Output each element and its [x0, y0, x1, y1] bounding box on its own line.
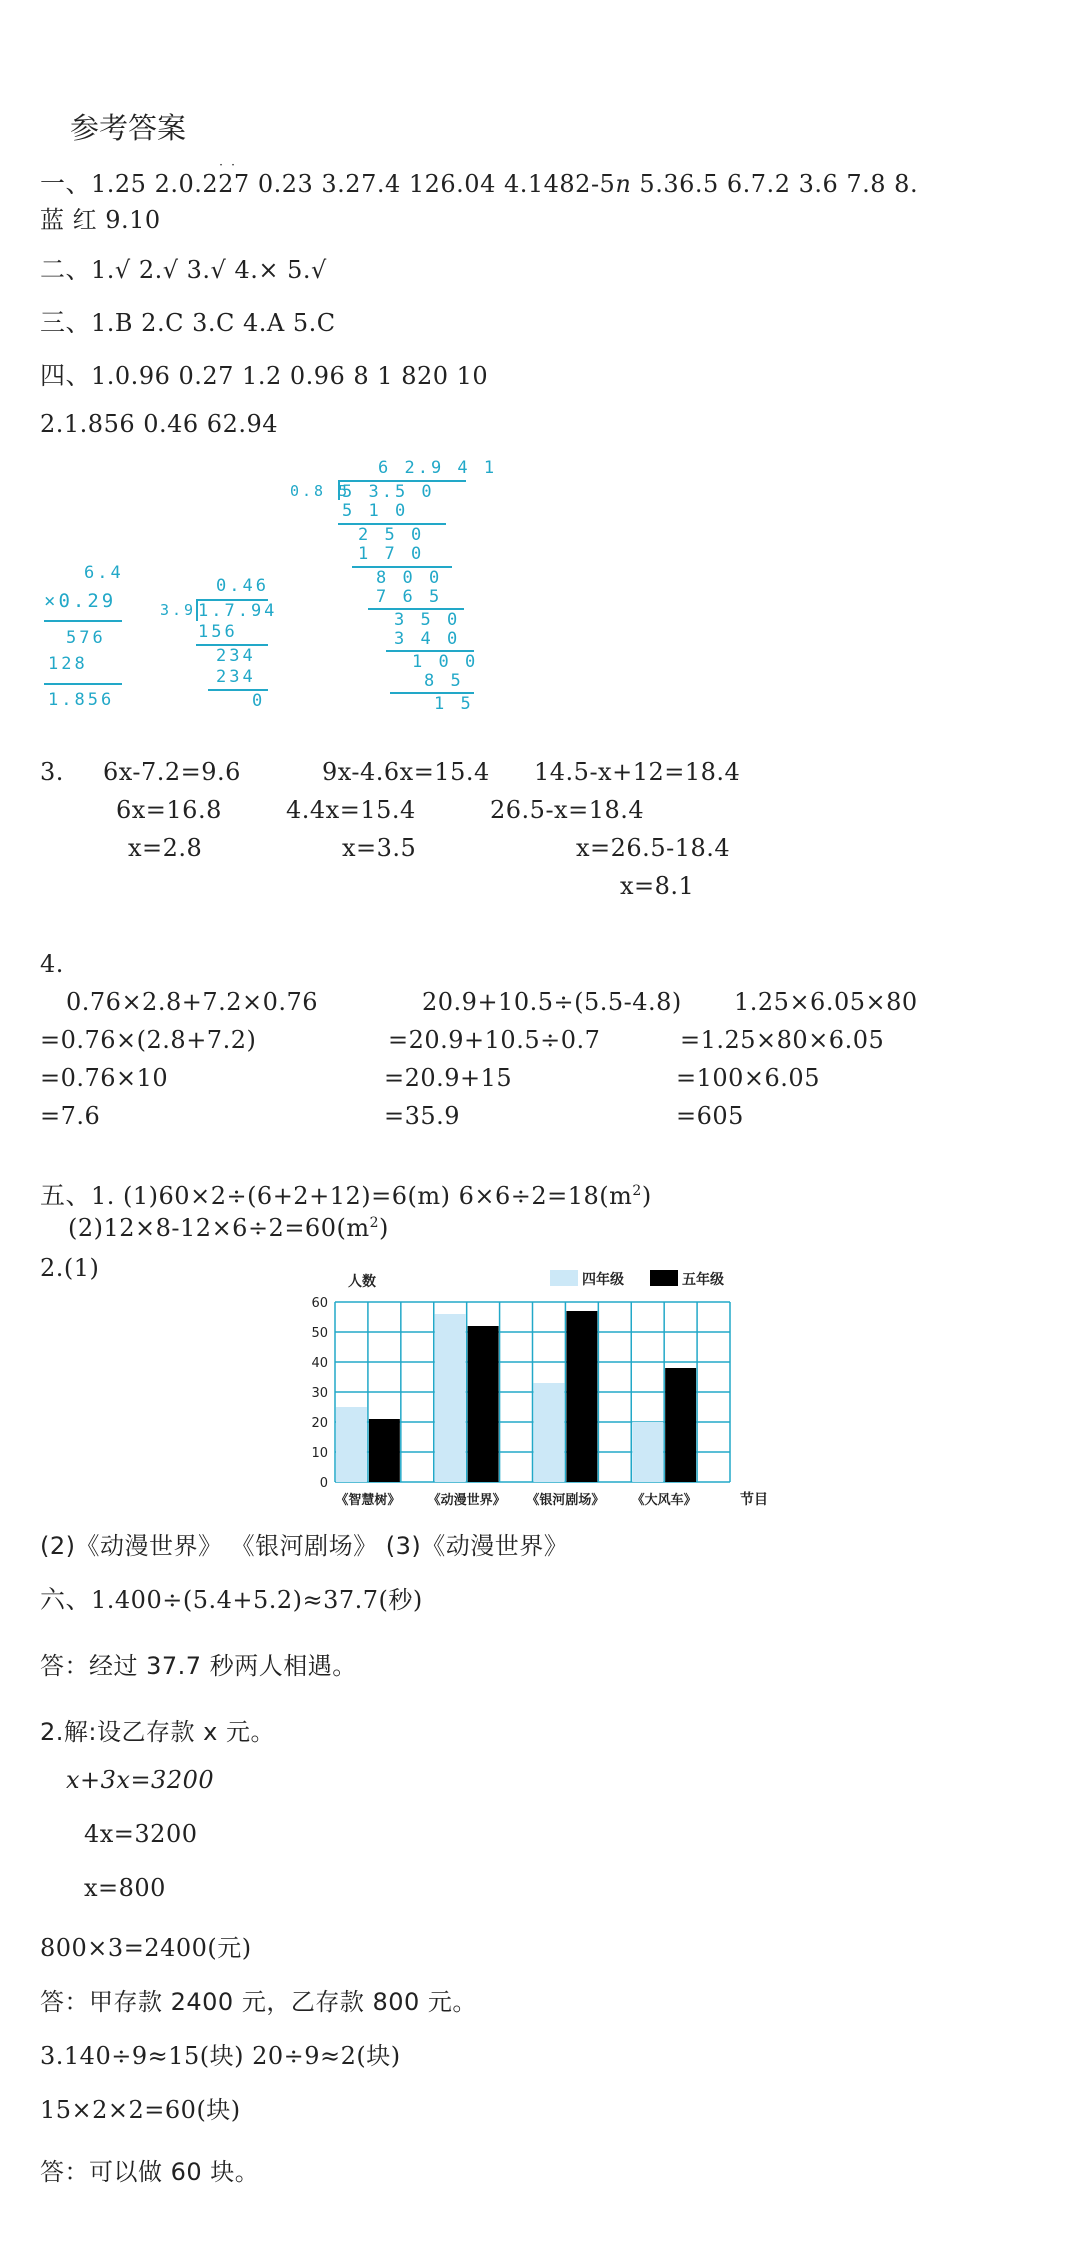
simp-c2-r1: 20.9+10.5÷(5.5-4.8)	[422, 988, 682, 1016]
page-title: 参考答案	[70, 111, 187, 145]
div2-row: 3 5 0	[394, 610, 461, 630]
answer-2: 答：甲存款 2400 元，乙存款 800 元。	[40, 1988, 477, 2016]
section-2-prefix: 二、	[40, 255, 92, 284]
eq-line-4: 800×3=2400(元)	[40, 1934, 252, 1962]
eq-c2-r2: 4.4x=15.4	[286, 796, 416, 824]
mult-line-1	[44, 620, 122, 622]
squared: 2	[369, 1215, 380, 1231]
s1-text-c: 5.36.5 6.7.2 3.6 7.8 8.	[631, 170, 919, 198]
s5-l2: (2)12×8-12×6÷2=60(m	[68, 1214, 370, 1242]
mult-p1: 576	[66, 628, 106, 648]
bar-grade4-3	[632, 1422, 663, 1482]
y-axis-label: 人数	[348, 1274, 376, 1290]
div1-divisor: 3.9	[160, 601, 197, 619]
simplify-label: 4.	[40, 950, 64, 978]
div1-r2: 234	[216, 646, 256, 666]
y-tick-label: 60	[311, 1296, 328, 1311]
x-tick-label: 《动漫世界》	[427, 1493, 506, 1508]
repeating-decimal: · · 27	[218, 158, 250, 198]
div2-row: 8 5	[424, 671, 464, 691]
section-3-prefix: 三、	[40, 308, 92, 337]
eq-line-5: 15×2×2=60(块)	[40, 2096, 241, 2124]
div2-row: 1 0 0	[412, 652, 479, 672]
div2-row: 5 1 0	[342, 501, 409, 521]
div2-row: 2 5 0	[358, 525, 425, 545]
div2-dividend: 5 3.5 0	[342, 482, 435, 502]
solution-2-label: 2.解:设乙存款 x 元。	[40, 1718, 275, 1746]
section-1-line-1	[40, 158, 919, 200]
mult-line-2	[44, 683, 122, 685]
solution-3: 3.140÷9≈15(块) 20÷9≈2(块)	[40, 2042, 401, 2070]
x-tick-label: 《大风车》	[631, 1493, 697, 1508]
section-4-line-2: 2.1.856 0.46 62.94	[40, 410, 279, 438]
simp-c3-r3: =100×6.05	[676, 1064, 820, 1092]
s5-l1: 1. (1)60×2÷(6+2+12)=6(m) 6×6÷2=18(m	[91, 1182, 633, 1210]
legend-label-grade5: 五年级	[682, 1272, 724, 1288]
y-tick-label: 30	[311, 1386, 328, 1401]
bar-grade4-2	[534, 1383, 565, 1482]
eq-c3-r3: x=26.5-18.4	[576, 834, 731, 862]
s4-text: 1.0.96 0.27 1.2 0.96 8 1 820 10	[91, 362, 489, 390]
div2-row: 7 6 5	[376, 587, 443, 607]
div1-dividend: 1.7.94	[198, 601, 278, 621]
eq-c1-r1: 6x-7.2=9.6	[103, 758, 241, 786]
eq-line-3: x=800	[84, 1874, 166, 1902]
div2-row: 8 0 0	[376, 568, 443, 588]
simp-c2-r3: =20.9+15	[384, 1064, 513, 1092]
simp-c2-r2: =20.9+10.5÷0.7	[388, 1026, 601, 1054]
simp-c3-r2: =1.25×80×6.05	[680, 1026, 885, 1054]
bar-grade5-2	[566, 1311, 597, 1482]
bar-grade4-0	[336, 1407, 367, 1482]
mult-a: 6.4	[84, 563, 124, 583]
section-3	[40, 303, 336, 339]
s1-var-n: n	[615, 170, 632, 198]
x-tick-label: 《智慧树》	[335, 1493, 401, 1508]
eq-line-2: 4x=3200	[84, 1820, 198, 1848]
simp-c2-r4: =35.9	[384, 1102, 461, 1130]
div1-quotient: 0.46	[216, 576, 269, 596]
y-tick-label: 0	[319, 1476, 328, 1491]
eq-line-1: x+3x=3200	[66, 1766, 215, 1794]
legend-swatch-grade5	[650, 1270, 678, 1286]
bar-grade5-1	[468, 1326, 499, 1482]
section-1-prefix: 一、	[40, 169, 92, 198]
section-6-prefix: 六、	[40, 1585, 92, 1614]
div2-quotient: 6 2.9 4 1	[378, 458, 498, 478]
eq-c3-r1: 14.5-x+12=18.4	[534, 758, 741, 786]
s2-text: 1.√ 2.√ 3.√ 4.× 5.√	[91, 256, 327, 284]
div2-divisor: 0.8 5	[290, 482, 351, 500]
section-6-line-1	[40, 1580, 423, 1616]
section-5-line-3: 2.(1)	[40, 1254, 100, 1282]
mult-result: 1.856	[48, 690, 115, 710]
eq-c1-r2: 6x=16.8	[116, 796, 222, 824]
eq-c2-r3: x=3.5	[342, 834, 417, 862]
div2-row: 3 4 0	[394, 629, 461, 649]
y-tick-label: 10	[311, 1446, 328, 1461]
bar-chart	[300, 1262, 770, 1518]
x-axis-label: 节目	[740, 1492, 768, 1508]
div2-row: 1 7 0	[358, 544, 425, 564]
answer-3: 答：可以做 60 块。	[40, 2158, 260, 2186]
simp-c3-r4: =605	[676, 1102, 744, 1130]
section-5-line-1	[40, 1176, 652, 1212]
simp-c3-r1: 1.25×6.05×80	[734, 988, 918, 1016]
eq-c3-r2: 26.5-x=18.4	[490, 796, 645, 824]
legend-swatch-grade4	[550, 1270, 578, 1286]
s3-text: 1.B 2.C 3.C 4.A 5.C	[91, 309, 336, 337]
bar-grade5-3	[665, 1368, 696, 1482]
s6-l1: 1.400÷(5.4+5.2)≈37.7(秒)	[91, 1586, 423, 1614]
squared: 2	[632, 1183, 642, 1199]
y-tick-label: 50	[311, 1326, 328, 1341]
answer-1: 答：经过 37.7 秒两人相遇。	[40, 1652, 357, 1680]
s5-close: )	[379, 1214, 389, 1242]
div1-r4: 0	[252, 691, 266, 711]
bar-grade5-0	[369, 1419, 400, 1482]
section-2	[40, 250, 327, 286]
simp-c1-r3: =0.76×10	[40, 1064, 169, 1092]
equations-label: 3.	[40, 758, 64, 786]
mult-p2: 128	[48, 654, 88, 674]
y-tick-label: 40	[311, 1356, 328, 1371]
simp-c1-r4: =7.6	[40, 1102, 101, 1130]
mult-b: ×0.29	[44, 590, 117, 612]
section-1-line-2: 蓝 红 9.10	[40, 206, 161, 234]
y-tick-label: 20	[311, 1416, 328, 1431]
s1-text-a: 1.25 2.0.2	[91, 170, 219, 198]
section-5-prefix: 五、	[40, 1181, 92, 1210]
section-4-prefix: 四、	[40, 361, 92, 390]
eq-c2-r1: 9x-4.6x=15.4	[322, 758, 490, 786]
eq-c3-r4: x=8.1	[620, 872, 695, 900]
bar-grade4-1	[435, 1314, 466, 1482]
s1-text-b: 0.23 3.27.4 126.04 4.1482-5	[249, 170, 616, 198]
eq-c1-r3: x=2.8	[128, 834, 203, 862]
div2-row: 1 5	[434, 694, 474, 714]
section-5-line-2	[68, 1214, 389, 1242]
section-4-line-1	[40, 356, 488, 392]
simp-c1-r1: 0.76×2.8+7.2×0.76	[66, 988, 319, 1016]
simp-c1-r2: =0.76×(2.8+7.2)	[40, 1026, 257, 1054]
section-5-answer: (2)《动漫世界》 《银河剧场》 (3)《动漫世界》	[40, 1532, 569, 1560]
div1-r3: 234	[216, 667, 256, 687]
s5-close: )	[641, 1182, 652, 1210]
x-tick-label: 《银河剧场》	[526, 1493, 605, 1508]
div1-r1: 156	[198, 622, 238, 642]
legend-label-grade4: 四年级	[582, 1272, 624, 1288]
